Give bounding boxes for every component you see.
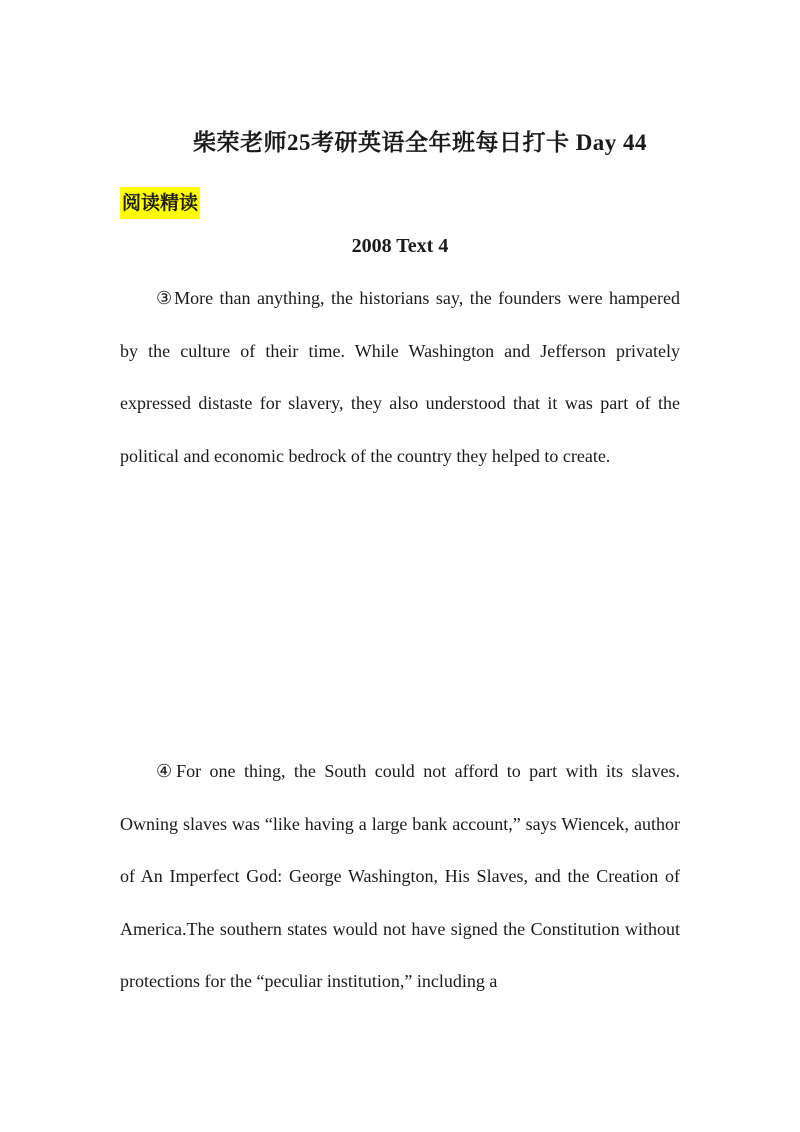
paragraph-3: ③More than anything, the historians say, the founders were hampered by the culture of their time. While Washington and Jefferson privately expressed distaste for slavery, they also understood that it was part of the political and economic bedrock of the country they helped to create.	[120, 288, 680, 466]
section-tag-highlight: 阅读精读	[120, 187, 200, 219]
passage-subtitle: 2008 Text 4	[351, 235, 449, 257]
paragraph-4: ④For one thing, the South could not afford to part with its slaves. Owning slaves was “like having a large bank account,” says Wiencek, author of An Imperfect God: George Washington, His Slaves, and the Creation of America.The southern states would not have signed the Constitution without protections for the “peculiar institution,” including a	[120, 761, 680, 991]
page-title: 柴荣老师25考研英语全年班每日打卡 Day 44	[192, 130, 648, 155]
